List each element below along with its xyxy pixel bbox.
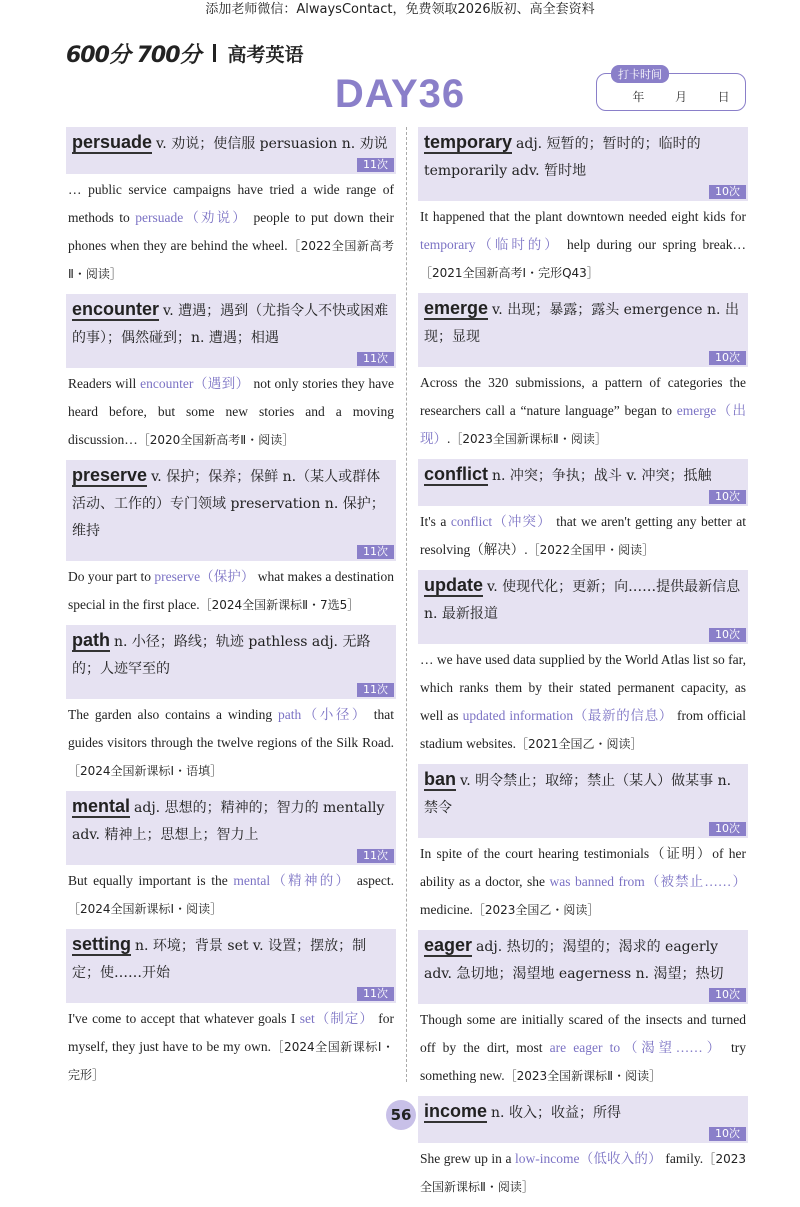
example-highlight: updated information（最新的信息） (462, 708, 673, 723)
example-text-end: from official stadium websites. (420, 708, 746, 751)
entry-example (418, 506, 748, 564)
vocab-entry (418, 764, 748, 924)
example-text-end: . (447, 431, 451, 446)
vocab-entry (66, 460, 396, 619)
entry-example (66, 561, 396, 619)
example-text-end: that we aren't getting any better at resolving（解决）. (420, 514, 746, 557)
example-text-end: medicine. (420, 902, 473, 917)
entry-example (66, 865, 396, 923)
entry-header (418, 127, 748, 201)
entry-example (66, 174, 396, 288)
example-text: But equally important is the (68, 873, 234, 888)
entry-definition: v. 明令禁止；取缔；禁止（某人）做某事 n. 禁令 (424, 773, 732, 816)
entry-definition: v. 保护；保养；保鲜 n.（某人或群体活动、工作的）专门领域 preservation n. 保护；维持 (72, 469, 385, 539)
example-text-end: people to put down their phones when they are behind the wheel. (68, 210, 394, 253)
example-highlight: are eager to（渴望……） (549, 1040, 724, 1055)
entry-word: update (424, 575, 484, 595)
entry-example (418, 1143, 748, 1201)
vocab-entry (66, 625, 396, 785)
entry-word: ban (424, 769, 457, 789)
vocab-entry (418, 293, 748, 453)
entry-word: preserve (72, 465, 148, 485)
example-text: I've come to accept that whatever goals I (68, 1011, 300, 1026)
entry-header (418, 293, 748, 367)
entry-word: persuade (72, 132, 153, 152)
entry-word: temporary (424, 132, 513, 152)
example-text-end: what makes a destination special in the first place. (68, 569, 394, 612)
brand-subject: 高考英语 (227, 43, 304, 66)
frequency-badge: 10次 (709, 822, 746, 836)
vocab-entry (66, 127, 396, 288)
vocab-entry (66, 929, 396, 1089)
example-text-end: family. (661, 1151, 704, 1166)
example-source: ［2023全国乙・阅读］ (472, 903, 600, 917)
vocab-entry (418, 1096, 748, 1201)
column-divider (406, 127, 407, 1082)
frequency-badge: 10次 (709, 185, 746, 199)
example-text-end: help during our spring break… (560, 237, 746, 252)
example-highlight: temporary（临时的） (420, 237, 561, 252)
entry-header (418, 1096, 748, 1143)
example-source: ［2024全国新课标Ⅰ・语填］ (68, 764, 223, 778)
frequency-badge: 11次 (357, 352, 394, 366)
frequency-badge: 10次 (709, 628, 746, 642)
entry-header (418, 459, 748, 506)
example-text: In spite of the court hearing testimonials（证明）of her ability as a doctor, she (420, 846, 746, 889)
example-source: ［2023全国新课标Ⅱ・阅读］ (420, 1152, 746, 1194)
entry-word: path (72, 630, 110, 650)
example-text-end: not only stories they have heard before, but some new stories and a moving discussion… (68, 376, 394, 447)
example-highlight: persuade（劝说） (135, 210, 248, 225)
entry-header (418, 570, 748, 644)
entry-header (66, 294, 396, 368)
example-source: ［2024全国新课标Ⅰ・完形］ (68, 1040, 394, 1082)
frequency-badge: 10次 (709, 1127, 746, 1141)
example-highlight: preserve（保护） (154, 569, 255, 584)
example-text-end: that guides visitors through the twelve regions of the Silk Road. (68, 707, 395, 750)
entry-example (66, 1003, 396, 1089)
example-source: ［2024全国新课标Ⅱ・7选5］ (199, 598, 360, 612)
example-text: The garden also contains a winding (68, 707, 279, 722)
entry-example (66, 368, 396, 454)
checkin-label: 打卡时间 (611, 65, 669, 83)
example-text: … we have used data supplied by the World Atlas list so far, which ranks them by their stated permanent capacity, as well as (420, 652, 746, 723)
example-text: … public service campaigns have tried a wide range of methods to (68, 182, 394, 225)
entry-word: eager (424, 935, 473, 955)
entry-word: encounter (72, 299, 160, 319)
entry-example (418, 367, 748, 453)
entry-example (418, 1004, 748, 1090)
vocab-entry (418, 459, 748, 564)
example-text: It's a (420, 514, 451, 529)
right-column (418, 127, 748, 1207)
example-text-end: for myself, they just have to be my own. (68, 1011, 394, 1054)
vocab-entry (418, 570, 748, 758)
entry-definition: v. 出现；暴露；露头 emergence n. 出现；显现 (424, 302, 739, 345)
example-highlight: set（制定） (299, 1011, 374, 1026)
frequency-badge: 10次 (709, 490, 746, 504)
example-text: It happened that the plant downtown needed eight kids for (420, 209, 746, 224)
entry-example (418, 838, 748, 924)
frequency-badge: 11次 (357, 849, 394, 863)
example-text: Though some are initially scared of the insects and turned off by the dirt, most (420, 1012, 746, 1055)
entry-definition: adj. 短暂的；暂时的；临时的 temporarily adv. 暂时地 (424, 136, 701, 179)
example-text-end: aspect. (351, 873, 394, 888)
example-source: ［2021全国乙・阅读］ (516, 737, 643, 751)
entry-header (418, 764, 748, 838)
entry-header (66, 791, 396, 865)
example-source: ［2020全国新高考Ⅱ・阅读］ (137, 433, 295, 447)
example-highlight: emerge（出现） (420, 403, 746, 446)
entry-header (418, 930, 748, 1004)
entry-definition: v. 劝说；使信服 persuasion n. 劝说 (156, 136, 388, 152)
example-text: She grew up in a (420, 1151, 516, 1166)
entry-definition: adj. 热切的；渴望的；渴求的 eagerly adv. 急切地；渴望地 eagerness n. 渴望；热切 (424, 939, 724, 982)
checkin-day: 日 (717, 90, 730, 104)
example-highlight: was banned from（被禁止……） (549, 874, 746, 889)
frequency-badge: 10次 (709, 988, 746, 1002)
example-text: Do your part to (68, 569, 155, 584)
example-source: ［2023全国新课标Ⅱ・阅读］ (504, 1069, 662, 1083)
example-source: ［2024全国新课标Ⅰ・阅读］ (68, 902, 223, 916)
example-source: ［2022全国新高考Ⅱ・阅读］ (68, 239, 394, 281)
example-highlight: low-income（低收入的） (515, 1151, 662, 1166)
entry-definition: v. 使现代化；更新；向……提供最新信息 n. 最新报道 (424, 579, 741, 622)
checkin-month: 月 (674, 90, 687, 104)
frequency-badge: 11次 (357, 987, 394, 1001)
checkin-year: 年 (632, 90, 645, 104)
example-text-end: try something new. (420, 1040, 747, 1083)
entry-example (418, 644, 748, 758)
example-highlight: mental（精神的） (233, 873, 352, 888)
example-source: ［2023全国新课标Ⅱ・阅读］ (450, 432, 607, 446)
entry-header (66, 929, 396, 1003)
entry-word: mental (72, 796, 131, 816)
entry-word: emerge (424, 298, 489, 318)
entry-word: setting (72, 934, 132, 954)
example-highlight: path（小径） (278, 707, 368, 722)
page-number: 56 (386, 1100, 416, 1130)
left-column (66, 127, 396, 1095)
checkin-date (597, 88, 745, 105)
example-source: ［2021全国新高考Ⅰ・完形Q43］ (420, 266, 599, 280)
entry-definition: n. 收入；收益；所得 (491, 1105, 621, 1121)
vocab-entry (418, 127, 748, 287)
example-source: ［2022全国甲・阅读］ (527, 543, 655, 557)
frequency-badge: 11次 (357, 545, 394, 559)
entry-header (66, 625, 396, 699)
vocab-entry (66, 294, 396, 454)
frequency-badge: 11次 (357, 683, 394, 697)
frequency-badge: 10次 (709, 351, 746, 365)
frequency-badge: 11次 (357, 158, 394, 172)
entry-definition: adj. 思想的；精神的；智力的 mentally adv. 精神上；思想上；智力上 (72, 800, 385, 843)
entry-header (66, 460, 396, 561)
entry-example (66, 699, 396, 785)
example-highlight: conflict（冲突） (450, 514, 552, 529)
day-title: DAY36 (334, 72, 466, 116)
brand-divider (213, 44, 216, 62)
entry-word: conflict (424, 464, 489, 484)
checkin-box (596, 68, 746, 111)
entry-header (66, 127, 396, 174)
entry-word: income (424, 1101, 488, 1121)
entry-definition: n. 小径；路线；轨迹 pathless adj. 无路的；人迹罕至的 (72, 634, 371, 677)
entry-definition: n. 环境；背景 set v. 设置；摆放；制定；使……开始 (72, 938, 367, 981)
example-highlight: encounter（遇到） (140, 376, 250, 391)
entry-definition: n. 冲突；争执；战斗 v. 冲突；抵触 (492, 468, 712, 484)
entry-example (418, 201, 748, 287)
vocab-entry (418, 930, 748, 1090)
example-text: Across the 320 submissions, a pattern of categories the researchers call a “nature language” began to (420, 375, 746, 418)
top-note: 添加老师微信：AlwaysContact，免费领取2026版初、高全套资料 (205, 2, 595, 17)
brand-logo: 600分 700分 (66, 42, 201, 68)
example-text: Readers will (68, 376, 141, 391)
book-brand (66, 40, 304, 66)
entry-definition: v. 遭遇；遇到（尤指令人不快或困难的事）；偶然碰到；n. 遭遇；相遇 (72, 303, 389, 346)
vocab-entry (66, 791, 396, 923)
